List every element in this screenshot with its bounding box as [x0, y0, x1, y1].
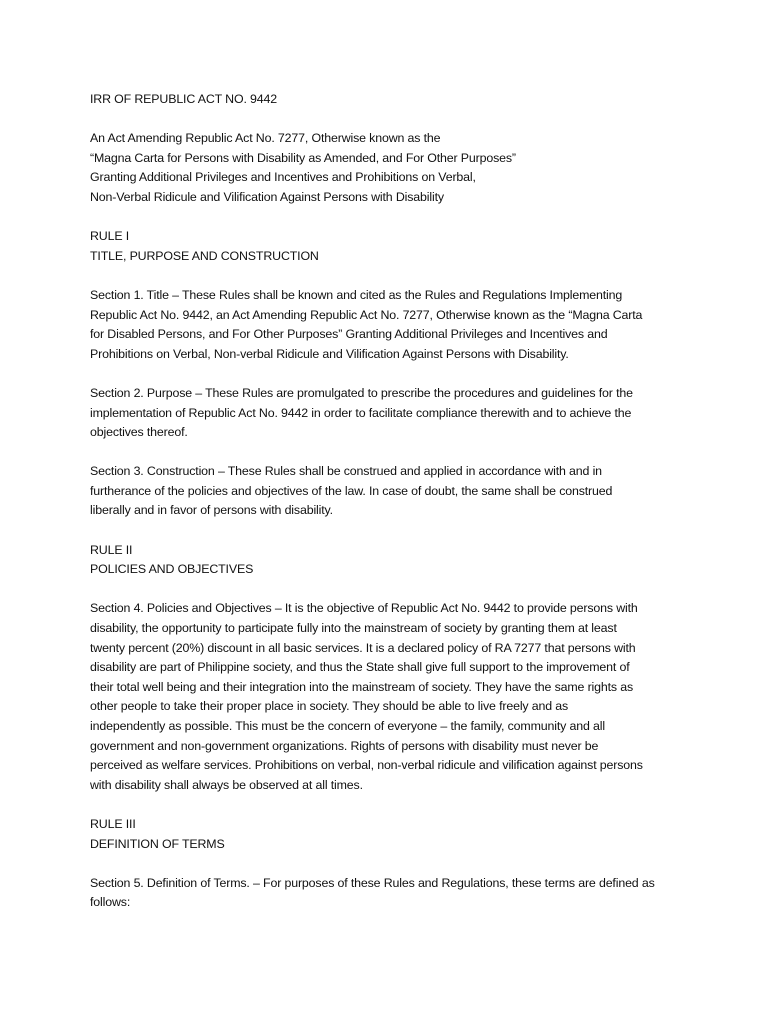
rule-3-heading: DEFINITION OF TERMS [90, 836, 225, 851]
section-2-line: Section 2. Purpose – These Rules are promulgated to prescribe the procedures and guidelines for the [90, 385, 633, 400]
section-1-line: Prohibitions on Verbal, Non-verbal Ridicule and Vilification Against Persons with Disability. [90, 346, 569, 361]
section-4-line: disability, the opportunity to participate fully into the mainstream of society by granting them at least [90, 621, 617, 636]
rule-2-heading-block [90, 541, 686, 580]
section-5-line: Section 5. Definition of Terms. – For purposes of these Rules and Regulations, these terms are defined as [90, 875, 655, 890]
document-content [90, 90, 686, 933]
rule-1-heading-block [90, 227, 686, 266]
document-title: IRR OF REPUBLIC ACT NO. 9442 [90, 92, 277, 106]
section-4-line: perceived as welfare services. Prohibitions on verbal, non-verbal ridicule and vilification against persons [90, 758, 643, 773]
section-4-line: with disability shall always be observed at all times. [90, 777, 363, 792]
section-4-line: independently as possible. This must be the concern of everyone – the family, community and all [90, 719, 605, 733]
intro-line: “Magna Carta for Persons with Disability as Amended, and For Other Purposes” [90, 150, 516, 165]
section-1-line: Section 1. Title – These Rules shall be known and cited as the Rules and Regulations Implementing [90, 287, 623, 302]
section-4-line: twenty percent (20%) discount in all basic services. It is a declared policy of RA 7277 that persons with [90, 640, 636, 655]
section-2-block [90, 384, 686, 443]
section-5-line: follows: [90, 895, 131, 910]
section-5-block [90, 874, 686, 913]
intro-line: An Act Amending Republic Act No. 7277, Otherwise known as the [90, 131, 441, 146]
section-4-line: their total well being and their integration into the mainstream of society. They have the same rights as [90, 679, 634, 694]
section-3-line: liberally and in favor of persons with disability. [90, 503, 333, 518]
section-3-block [90, 462, 686, 521]
section-4-line: government and non-government organizations. Rights of persons with disability must never be [90, 738, 599, 753]
section-4-line: Section 4. Policies and Objectives – It is the objective of Republic Act No. 9442 to provide persons with [90, 601, 638, 616]
section-4-block [90, 599, 686, 795]
document-title-block [90, 90, 686, 110]
section-4-line: disability are part of Philippine society, and thus the State shall give full support to the improvement of [90, 660, 630, 675]
intro-line: Non-Verbal Ridicule and Vilification Against Persons with Disability [90, 189, 444, 204]
rule-2-label: RULE II [90, 542, 133, 557]
section-3-line: Section 3. Construction – These Rules shall be construed and applied in accordance with and in [90, 464, 602, 479]
section-4-line: other people to take their proper place in society. They should be able to live freely and as [90, 699, 569, 714]
rule-1-heading: TITLE, PURPOSE AND CONSTRUCTION [90, 248, 319, 263]
rule-3-label: RULE III [90, 816, 136, 831]
section-2-line: implementation of Republic Act No. 9442 in order to facilitate compliance therewith and to achieve the [90, 405, 632, 420]
section-1-block [90, 286, 686, 364]
act-intro-block [90, 129, 686, 207]
section-2-line: objectives thereof. [90, 425, 188, 440]
section-3-line: furtherance of the policies and objectives of the law. In case of doubt, the same shall be construed [90, 483, 613, 498]
section-1-line: for Disabled Persons, and For Other Purposes” Granting Additional Privileges and Incentives and [90, 327, 608, 342]
rule-1-label: RULE I [90, 229, 130, 244]
rule-2-heading: POLICIES AND OBJECTIVES [90, 562, 254, 577]
rule-3-heading-block [90, 815, 686, 854]
intro-line: Granting Additional Privileges and Incentives and Prohibitions on Verbal, [90, 170, 476, 185]
section-1-line: Republic Act No. 9442, an Act Amending Republic Act No. 7277, Otherwise known as the “Magna Carta [90, 307, 643, 322]
